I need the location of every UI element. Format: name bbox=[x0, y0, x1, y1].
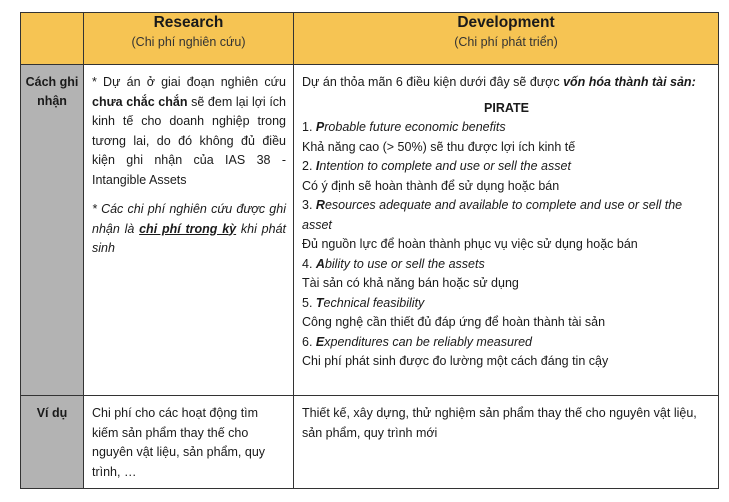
pirate-criteria-list bbox=[302, 118, 711, 372]
development-header bbox=[294, 13, 719, 65]
research-p2-suffix: khi phát sinh bbox=[92, 221, 286, 255]
pirate-item-rest: bility to use or sell the assets bbox=[324, 256, 485, 271]
header-row bbox=[21, 13, 719, 65]
recognition-label: Cách ghi nhận bbox=[21, 65, 84, 396]
development-subtitle: (Chi phí phát triển) bbox=[454, 35, 558, 49]
pirate-item-number: 2. bbox=[302, 159, 316, 173]
pirate-item-6 bbox=[302, 333, 711, 353]
example-label: Ví dụ bbox=[21, 396, 84, 489]
research-development-table bbox=[20, 12, 719, 489]
research-subtitle: (Chi phí nghiên cứu) bbox=[131, 35, 246, 49]
example-row bbox=[21, 396, 719, 489]
research-paragraph-1 bbox=[92, 73, 286, 190]
pirate-item-number: 4. bbox=[302, 256, 316, 271]
pirate-acronym: PIRATE bbox=[484, 100, 529, 115]
pirate-item-vietnamese: Khả năng cao (> 50%) sẽ thu được lợi ích kinh tế bbox=[302, 139, 576, 154]
pirate-item-number: 3. bbox=[302, 198, 316, 212]
development-title: Development bbox=[457, 14, 555, 31]
pirate-item-english bbox=[316, 159, 571, 173]
research-p2-prefix: * Các chi phí nghiên cứu được ghi nhận là bbox=[92, 202, 286, 236]
pirate-item-letter: I bbox=[315, 159, 320, 173]
pirate-item-english bbox=[316, 296, 424, 310]
header-corner bbox=[21, 13, 84, 65]
pirate-item-4 bbox=[302, 255, 711, 275]
pirate-item-english bbox=[302, 198, 682, 232]
research-recognition-cell bbox=[84, 65, 294, 396]
pirate-item-vietnamese: Tài sản có khả năng bán hoặc sử dụng bbox=[302, 276, 519, 290]
research-p1-bold: chưa chắc chắn bbox=[92, 94, 188, 109]
pirate-item-vietnamese: Công nghệ cần thiết đủ đáp ứng để hoàn thành tài sản bbox=[302, 315, 606, 329]
research-example-cell: Chi phí cho các hoạt động tìm kiếm sản phẩm thay thế cho nguyên vật liệu, sản phẩm, quy trình, … bbox=[84, 396, 294, 489]
pirate-item-vietnamese: Chi phí phát sinh được đo lường một cách đáng tin cậy bbox=[302, 354, 609, 368]
pirate-item-rest: esources adequate and available to complete and use or sell the asset bbox=[302, 198, 683, 232]
pirate-item-rest: robable future economic benefits bbox=[324, 120, 506, 134]
pirate-item-english bbox=[316, 257, 485, 271]
research-p2-emph: chi phí trong kỳ bbox=[139, 221, 237, 236]
pirate-item-rest: xpenditures can be reliably measured bbox=[324, 334, 533, 349]
pirate-item-letter: R bbox=[315, 198, 325, 212]
pirate-item-letter: E bbox=[315, 334, 325, 349]
pirate-item-letter: A bbox=[315, 256, 325, 271]
development-intro bbox=[302, 73, 711, 93]
research-title: Research bbox=[153, 14, 224, 31]
pirate-item-letter: T bbox=[315, 295, 324, 310]
pirate-item-2 bbox=[302, 157, 711, 177]
recognition-row bbox=[21, 65, 719, 396]
development-recognition-cell bbox=[294, 65, 719, 396]
pirate-item-letter: P bbox=[315, 120, 325, 134]
pirate-item-rest: ntention to complete and use or sell the asset bbox=[319, 159, 571, 173]
research-paragraph-2 bbox=[92, 200, 286, 259]
development-intro-prefix: Dự án thỏa mãn 6 điều kiện dưới đây sẽ được bbox=[302, 75, 564, 89]
pirate-item-vietnamese: Đủ nguồn lực để hoàn thành phục vụ việc sử dụng hoặc bán bbox=[302, 237, 638, 251]
pirate-item-1 bbox=[302, 118, 711, 138]
research-p1-prefix: * Dự án ở giai đoạn nghiên cứu bbox=[92, 75, 286, 89]
pirate-item-english bbox=[316, 120, 506, 134]
pirate-item-3 bbox=[302, 196, 711, 235]
research-p1-suffix: sẽ đem lại lợi ích kinh tế cho doanh nghiệp trong tương lai, do đó không đủ điều kiện ghi nhận của IAS 38 - Intangible Assets bbox=[92, 94, 286, 187]
development-intro-emph: vốn hóa thành tài sản: bbox=[563, 75, 696, 89]
research-header bbox=[84, 13, 294, 65]
pirate-item-5 bbox=[302, 294, 711, 314]
pirate-item-vietnamese: Có ý định sẽ hoàn thành để sử dụng hoặc bán bbox=[302, 178, 560, 193]
development-example-cell: Thiết kế, xây dựng, thử nghiệm sản phẩm thay thế cho nguyên vật liệu, sản phẩm, quy trình mới bbox=[294, 396, 719, 489]
pirate-item-number: 1. bbox=[302, 120, 316, 134]
pirate-item-number: 5. bbox=[302, 295, 316, 310]
pirate-item-english bbox=[316, 335, 532, 349]
pirate-item-number: 6. bbox=[302, 334, 316, 349]
pirate-item-rest: echnical feasibility bbox=[323, 295, 425, 310]
